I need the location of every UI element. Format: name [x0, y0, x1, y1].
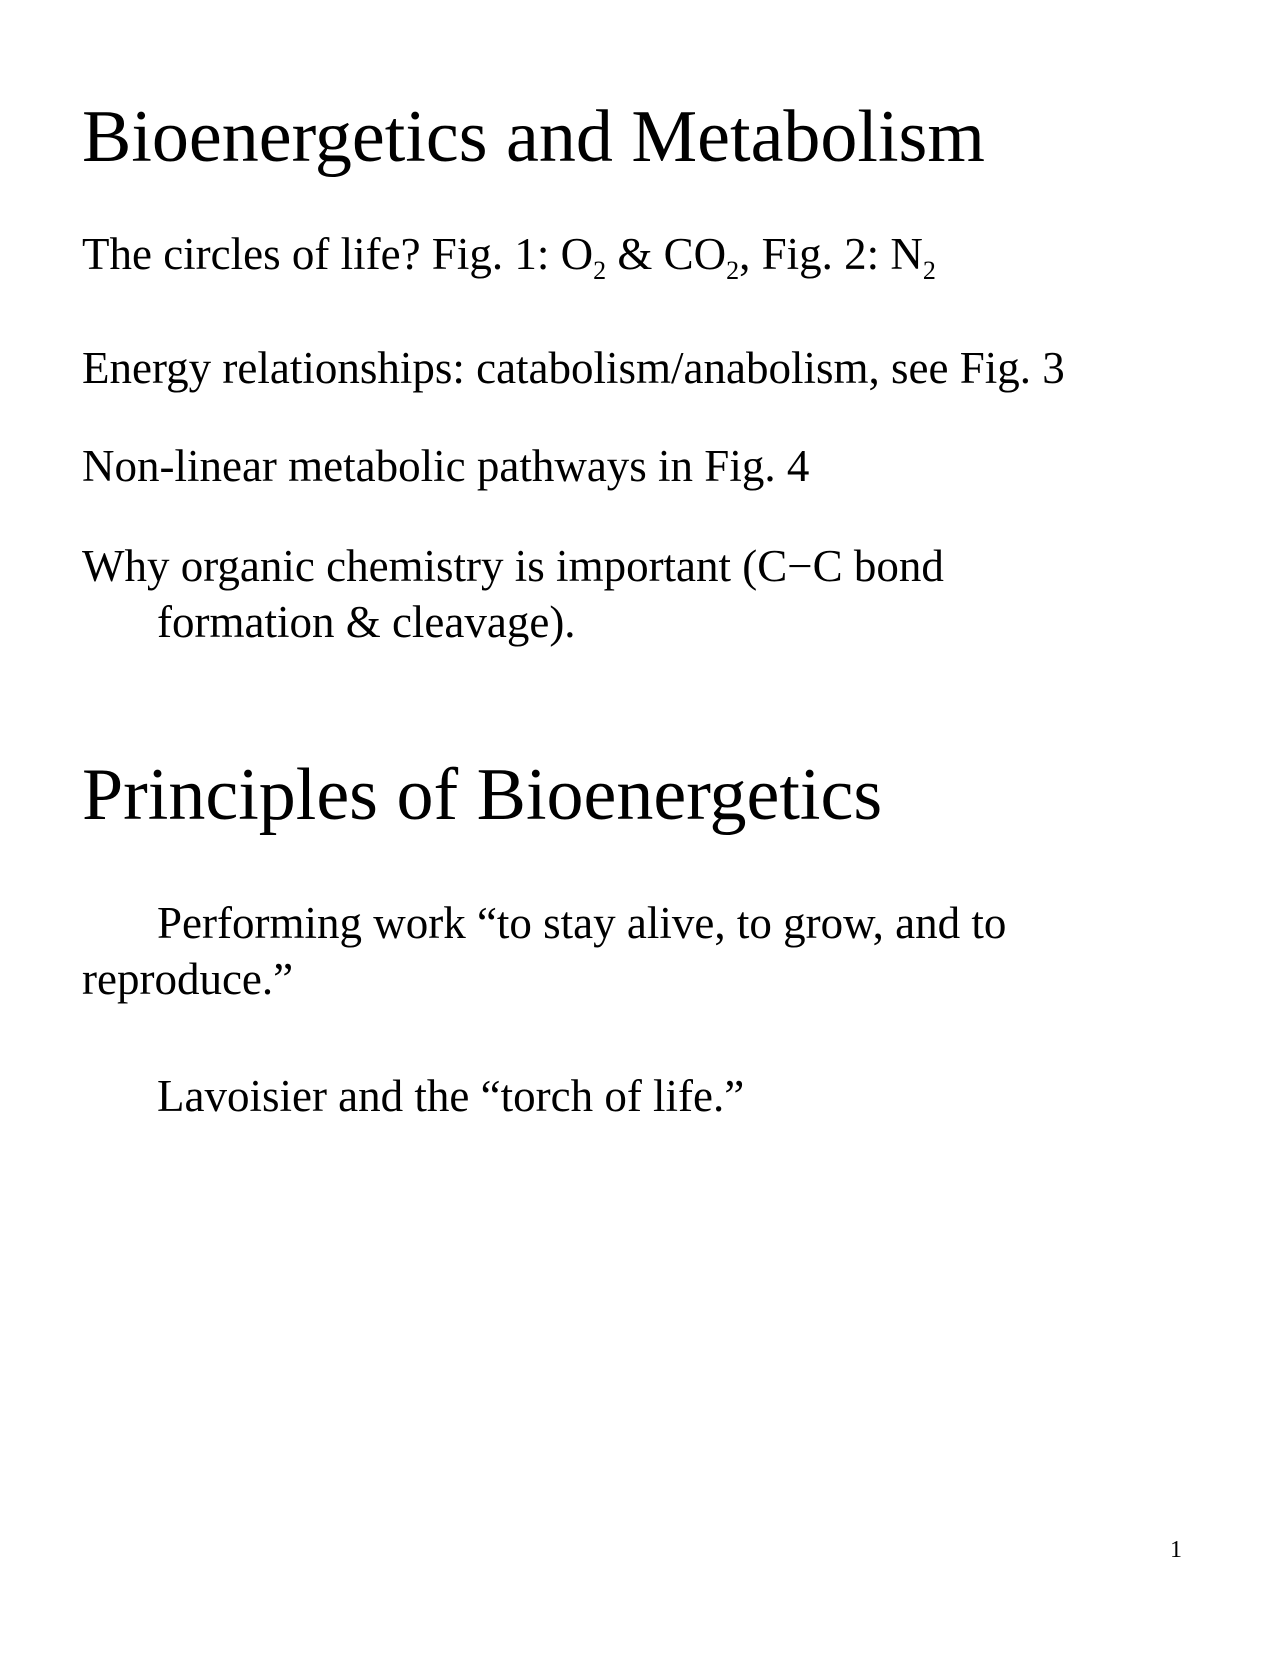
n2-subscript: 2	[922, 256, 936, 285]
title-principles-of-bioenergetics: Principles of Bioenergetics	[82, 754, 883, 836]
energy-relationships-line: Energy relationships: catabolism/anabolism, see Fig. 3	[82, 343, 1065, 393]
circles-text-3: , Fig. 2: N	[739, 229, 923, 279]
performing-work-line-1: Performing work “to stay alive, to grow, and to	[157, 898, 1007, 948]
performing-work-line-2: reproduce.”	[82, 954, 294, 1004]
circles-text-2: & CO	[606, 229, 727, 279]
page-number: 1	[1170, 1537, 1182, 1563]
non-linear-pathways-line: Non-linear metabolic pathways in Fig. 4	[82, 441, 810, 491]
circles-text-1: The circles of life? Fig. 1: O	[82, 229, 594, 279]
o2-subscript: 2	[593, 256, 607, 285]
organic-chemistry-line-1: Why organic chemistry is important (C−C bond	[82, 541, 944, 591]
organic-chemistry-line-2: formation & cleavage).	[157, 597, 576, 647]
circles-of-life-line	[82, 226, 936, 285]
title-bioenergetics-and-metabolism: Bioenergetics and Metabolism	[82, 96, 985, 178]
lavoisier-line: Lavoisier and the “torch of life.”	[157, 1071, 745, 1121]
co2-subscript: 2	[726, 256, 740, 285]
